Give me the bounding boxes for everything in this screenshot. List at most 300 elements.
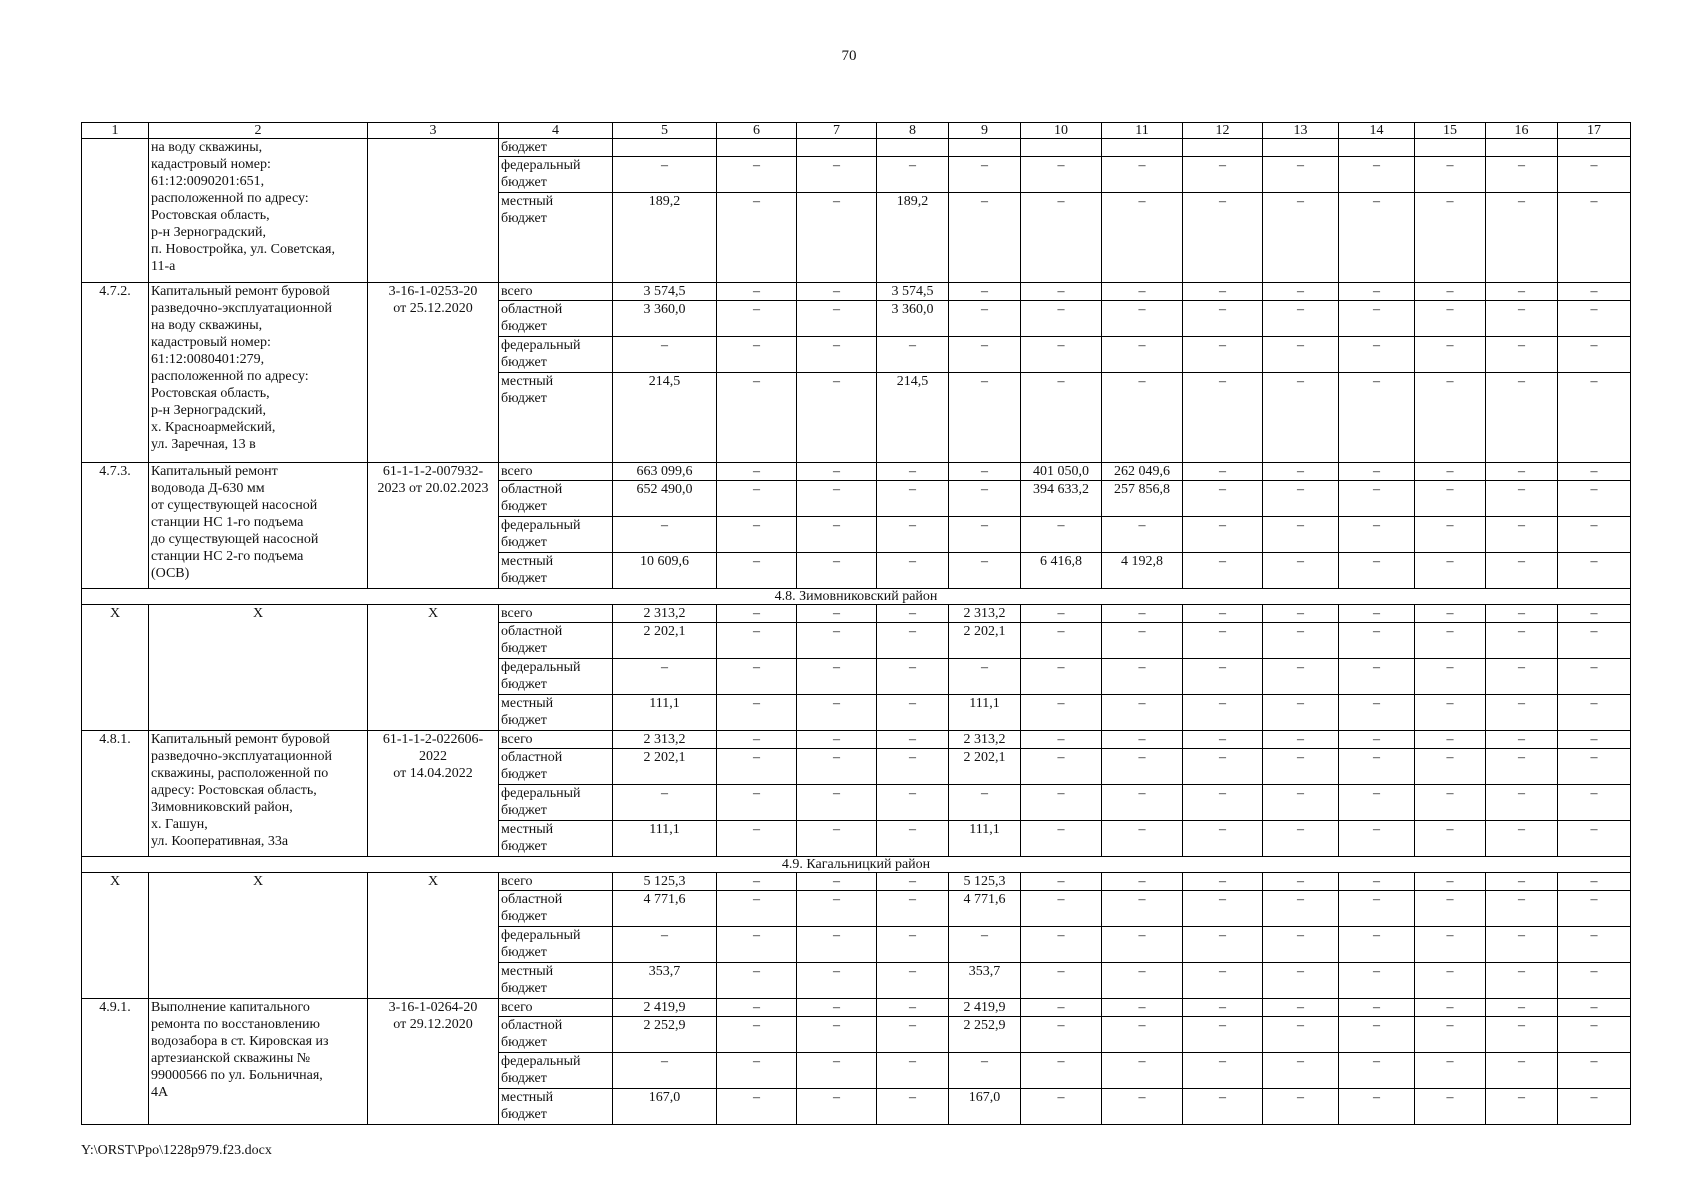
section-title: 4.8. Зимовниковский район <box>82 589 1631 605</box>
value-cell: – <box>1263 193 1339 283</box>
value-cell: – <box>613 517 717 553</box>
value-cell: – <box>1339 193 1415 283</box>
column-header: 4 <box>499 123 613 139</box>
funding-source-label <box>499 157 613 193</box>
value-cell: – <box>1102 695 1183 731</box>
value-cell: 4 771,6 <box>613 891 717 927</box>
budget-table-container <box>81 122 1630 1125</box>
value-cell: – <box>1183 963 1263 999</box>
value-cell: – <box>1263 731 1339 749</box>
value-cell: – <box>1102 337 1183 373</box>
value-cell: – <box>1183 731 1263 749</box>
value-cell: – <box>1415 193 1486 283</box>
value-cell: – <box>717 731 797 749</box>
text-line: бюджет <box>501 713 547 728</box>
text-line: всего <box>501 732 533 747</box>
value-cell: – <box>797 659 877 695</box>
text-line: бюджет <box>501 355 547 370</box>
value-cell: – <box>1486 927 1558 963</box>
column-header: 11 <box>1102 123 1183 139</box>
value-cell: – <box>1486 659 1558 695</box>
value-cell: – <box>1021 927 1102 963</box>
value-cell: – <box>1558 785 1631 821</box>
text-line: Х <box>252 606 264 621</box>
value-cell: 111,1 <box>949 821 1021 857</box>
text-line: всего <box>501 1000 533 1015</box>
value-cell: – <box>1183 623 1263 659</box>
value-cell: – <box>877 963 949 999</box>
column-header: 16 <box>1486 123 1558 139</box>
text-line: местный <box>501 964 554 979</box>
text-line: Ростовская область, <box>151 208 270 223</box>
text-line: бюджет <box>501 677 547 692</box>
value-cell: – <box>1339 605 1415 623</box>
value-cell: – <box>613 337 717 373</box>
value-cell: – <box>797 749 877 785</box>
text-line: местный <box>501 822 554 837</box>
column-header: 6 <box>717 123 797 139</box>
text-line: областной <box>501 1018 563 1033</box>
value-cell: – <box>877 891 949 927</box>
value-cell: 5 125,3 <box>949 873 1021 891</box>
value-cell: – <box>1102 1053 1183 1089</box>
value-cell: – <box>1558 605 1631 623</box>
value-cell: – <box>1486 1089 1558 1125</box>
value-cell: – <box>1339 927 1415 963</box>
value-cell: – <box>717 157 797 193</box>
funding-source-label <box>499 927 613 963</box>
text-line: Зимовниковский район, <box>151 800 293 815</box>
text-line: на воду скважины, <box>151 318 263 333</box>
value-cell: – <box>1263 963 1339 999</box>
value-cell: – <box>1183 659 1263 695</box>
value-cell: – <box>717 517 797 553</box>
header-row <box>82 123 1631 139</box>
value-cell: – <box>877 873 949 891</box>
text-line: всего <box>501 284 533 299</box>
value-cell: – <box>1486 749 1558 785</box>
value-cell <box>1339 139 1415 157</box>
text-line: станции НС 1-го подъема <box>151 515 304 530</box>
value-cell: – <box>1486 283 1558 301</box>
value-cell: – <box>1415 301 1486 337</box>
value-cell: – <box>1102 891 1183 927</box>
value-cell: – <box>1415 821 1486 857</box>
value-cell: – <box>1021 785 1102 821</box>
text-line: разведочно-эксплуатационной <box>151 749 333 764</box>
value-cell: – <box>717 337 797 373</box>
table-row <box>82 731 1631 749</box>
value-cell: – <box>1183 373 1263 463</box>
text-line: 3-16-1-0253-20 <box>388 284 478 299</box>
value-cell: – <box>1021 1017 1102 1053</box>
value-cell: – <box>877 1017 949 1053</box>
value-cell: – <box>1415 749 1486 785</box>
funding-source-label <box>499 301 613 337</box>
value-cell: – <box>613 157 717 193</box>
value-cell: – <box>1558 963 1631 999</box>
value-cell: – <box>717 659 797 695</box>
value-cell: – <box>877 927 949 963</box>
value-cell: – <box>1415 999 1486 1017</box>
value-cell: – <box>1263 463 1339 481</box>
value-cell: – <box>797 891 877 927</box>
funding-source-label <box>499 1017 613 1053</box>
funding-source-label <box>499 731 613 749</box>
table-header <box>82 123 1631 139</box>
funding-source-label <box>499 695 613 731</box>
value-cell: – <box>1415 157 1486 193</box>
item-number <box>82 139 149 283</box>
text-line: федеральный <box>501 928 581 943</box>
value-cell: – <box>1339 157 1415 193</box>
text-line: Ростовская область, <box>151 386 270 401</box>
value-cell: – <box>949 481 1021 517</box>
value-cell: – <box>1021 963 1102 999</box>
value-cell: – <box>1558 337 1631 373</box>
table-row <box>82 283 1631 301</box>
value-cell: – <box>1021 659 1102 695</box>
text-line: Х <box>427 606 439 621</box>
value-cell: – <box>1339 481 1415 517</box>
value-cell: – <box>1021 283 1102 301</box>
value-cell: – <box>797 785 877 821</box>
value-cell: – <box>1558 481 1631 517</box>
value-cell: – <box>1558 927 1631 963</box>
value-cell: – <box>1486 301 1558 337</box>
value-cell: – <box>717 1017 797 1053</box>
value-cell: – <box>1339 749 1415 785</box>
value-cell: – <box>1486 193 1558 283</box>
value-cell: – <box>797 553 877 589</box>
value-cell: – <box>1263 373 1339 463</box>
text-line: бюджет <box>501 1071 547 1086</box>
value-cell: – <box>717 963 797 999</box>
funding-source-label <box>499 821 613 857</box>
value-cell: – <box>1339 999 1415 1017</box>
value-cell: – <box>1415 1017 1486 1053</box>
item-description <box>149 139 368 283</box>
text-line: артезианской скважины № <box>151 1051 311 1066</box>
page-number: 70 <box>841 48 857 64</box>
table-row <box>82 139 1631 157</box>
value-cell: – <box>1415 1053 1486 1089</box>
value-cell: – <box>1558 301 1631 337</box>
value-cell: – <box>1183 605 1263 623</box>
value-cell: – <box>717 749 797 785</box>
value-cell: – <box>797 999 877 1017</box>
value-cell: – <box>1183 1089 1263 1125</box>
text-line: федеральный <box>501 1054 581 1069</box>
value-cell: – <box>877 821 949 857</box>
value-cell: 257 856,8 <box>1102 481 1183 517</box>
value-cell: – <box>1415 731 1486 749</box>
funding-source-label <box>499 463 613 481</box>
text-line: областной <box>501 302 563 317</box>
value-cell: – <box>949 283 1021 301</box>
value-cell: – <box>877 999 949 1017</box>
funding-source-label <box>499 873 613 891</box>
value-cell: – <box>717 891 797 927</box>
value-cell: 3 360,0 <box>877 301 949 337</box>
text-line: от 25.12.2020 <box>393 301 473 316</box>
budget-table <box>81 122 1631 1125</box>
value-cell: – <box>797 731 877 749</box>
text-line: бюджет <box>501 211 547 226</box>
text-line: бюджет <box>501 319 547 334</box>
text-line: местный <box>501 1090 554 1105</box>
text-line: до существующей насосной <box>151 532 319 547</box>
value-cell: – <box>797 337 877 373</box>
item-document <box>368 139 499 283</box>
value-cell: – <box>949 517 1021 553</box>
value-cell: 2 202,1 <box>949 749 1021 785</box>
funding-source-label <box>499 785 613 821</box>
text-line: скважины, расположенной по <box>151 766 329 781</box>
item-description <box>149 873 368 999</box>
value-cell: – <box>1263 553 1339 589</box>
value-cell: – <box>717 553 797 589</box>
section-row <box>82 857 1631 873</box>
funding-source-label <box>499 659 613 695</box>
value-cell: 10 609,6 <box>613 553 717 589</box>
item-description <box>149 999 368 1125</box>
value-cell: – <box>717 463 797 481</box>
value-cell: – <box>1415 553 1486 589</box>
value-cell: – <box>797 463 877 481</box>
value-cell: – <box>717 695 797 731</box>
funding-source-label <box>499 337 613 373</box>
item-number: Х <box>82 605 149 731</box>
text-line: расположенной по адресу: <box>151 191 309 206</box>
value-cell: – <box>1415 963 1486 999</box>
value-cell: – <box>613 927 717 963</box>
value-cell: – <box>1415 1089 1486 1125</box>
funding-source-label <box>499 605 613 623</box>
value-cell: – <box>1558 999 1631 1017</box>
text-line: бюджет <box>501 803 547 818</box>
value-cell: – <box>1339 373 1415 463</box>
text-line: от 29.12.2020 <box>393 1017 473 1032</box>
value-cell: – <box>877 785 949 821</box>
value-cell: – <box>877 695 949 731</box>
value-cell: – <box>1263 659 1339 695</box>
value-cell: – <box>1102 517 1183 553</box>
column-header: 8 <box>877 123 949 139</box>
text-line: местный <box>501 194 554 209</box>
text-line: бюджет <box>501 535 547 550</box>
value-cell: – <box>1021 695 1102 731</box>
value-cell: – <box>1415 517 1486 553</box>
text-line: кадастровый номер: <box>151 157 271 172</box>
value-cell: – <box>1486 517 1558 553</box>
value-cell: 2 202,1 <box>613 749 717 785</box>
text-line: бюджет <box>501 767 547 782</box>
column-header: 2 <box>149 123 368 139</box>
text-line: ремонта по восстановлению <box>151 1017 320 1032</box>
value-cell: 3 360,0 <box>613 301 717 337</box>
value-cell: – <box>1339 463 1415 481</box>
value-cell: – <box>717 927 797 963</box>
text-line: всего <box>501 606 533 621</box>
item-document <box>368 873 499 999</box>
value-cell: – <box>797 193 877 283</box>
value-cell: – <box>797 517 877 553</box>
value-cell <box>949 139 1021 157</box>
text-line: на воду скважины, <box>151 140 263 155</box>
value-cell: – <box>1102 731 1183 749</box>
value-cell: – <box>717 873 797 891</box>
value-cell: – <box>797 623 877 659</box>
value-cell: – <box>1415 373 1486 463</box>
value-cell: – <box>1102 873 1183 891</box>
value-cell: – <box>1021 821 1102 857</box>
value-cell: – <box>1339 1053 1415 1089</box>
column-header: 13 <box>1263 123 1339 139</box>
value-cell: – <box>1486 553 1558 589</box>
value-cell: – <box>613 785 717 821</box>
item-description <box>149 463 368 589</box>
item-number: 4.9.1. <box>82 999 149 1125</box>
value-cell: 2 313,2 <box>949 605 1021 623</box>
value-cell: – <box>1339 873 1415 891</box>
text-line: водозабора в ст. Кировская из <box>151 1034 329 1049</box>
value-cell: – <box>1339 1089 1415 1125</box>
text-line: бюджет <box>501 909 547 924</box>
value-cell: 167,0 <box>949 1089 1021 1125</box>
value-cell: – <box>1183 1053 1263 1089</box>
value-cell: – <box>717 605 797 623</box>
item-number: 4.7.3. <box>82 463 149 589</box>
text-line: местный <box>501 374 554 389</box>
value-cell: – <box>1263 1017 1339 1053</box>
value-cell: – <box>1339 785 1415 821</box>
value-cell <box>1486 139 1558 157</box>
value-cell: – <box>1263 1089 1339 1125</box>
value-cell: – <box>949 463 1021 481</box>
text-line: водовода Д-630 мм <box>151 481 265 496</box>
value-cell: – <box>1558 157 1631 193</box>
column-header: 5 <box>613 123 717 139</box>
value-cell: – <box>1183 337 1263 373</box>
value-cell: – <box>1415 659 1486 695</box>
value-cell: – <box>949 337 1021 373</box>
value-cell: 5 125,3 <box>613 873 717 891</box>
value-cell: 401 050,0 <box>1021 463 1102 481</box>
value-cell: – <box>1102 749 1183 785</box>
value-cell: – <box>717 481 797 517</box>
text-line: ул. Заречная, 13 в <box>151 437 256 452</box>
text-line: р-н Зерноградский, <box>151 403 266 418</box>
value-cell: – <box>1486 873 1558 891</box>
value-cell: – <box>1558 193 1631 283</box>
value-cell: 3 574,5 <box>613 283 717 301</box>
text-line: Капитальный ремонт буровой <box>151 732 330 747</box>
value-cell: – <box>877 1053 949 1089</box>
value-cell: – <box>797 283 877 301</box>
text-line: федеральный <box>501 786 581 801</box>
value-cell: – <box>1183 891 1263 927</box>
value-cell: – <box>1486 821 1558 857</box>
value-cell: – <box>1102 623 1183 659</box>
value-cell <box>613 139 717 157</box>
funding-source-label <box>499 1053 613 1089</box>
value-cell: – <box>1339 891 1415 927</box>
value-cell: – <box>1486 695 1558 731</box>
value-cell <box>717 139 797 157</box>
value-cell: – <box>1263 821 1339 857</box>
value-cell: – <box>717 785 797 821</box>
value-cell: – <box>1021 1089 1102 1125</box>
value-cell: 2 202,1 <box>949 623 1021 659</box>
value-cell: – <box>1021 1053 1102 1089</box>
item-description <box>149 283 368 463</box>
value-cell: – <box>1183 481 1263 517</box>
value-cell: – <box>1486 605 1558 623</box>
value-cell: – <box>1183 749 1263 785</box>
text-line: 3-16-1-0264-20 <box>388 1000 478 1015</box>
value-cell: – <box>1263 623 1339 659</box>
value-cell: – <box>797 927 877 963</box>
value-cell: – <box>877 659 949 695</box>
column-header: 14 <box>1339 123 1415 139</box>
value-cell: – <box>1558 659 1631 695</box>
text-line: кадастровый номер: <box>151 335 271 350</box>
value-cell: – <box>1183 193 1263 283</box>
value-cell: – <box>1415 337 1486 373</box>
value-cell: – <box>1021 193 1102 283</box>
text-line: Х <box>252 874 264 889</box>
value-cell: – <box>1183 999 1263 1017</box>
table-row <box>82 463 1631 481</box>
value-cell: – <box>1558 873 1631 891</box>
column-header: 7 <box>797 123 877 139</box>
value-cell: – <box>1102 373 1183 463</box>
text-line: Выполнение капитального <box>151 1000 310 1015</box>
funding-source-label <box>499 283 613 301</box>
text-line: бюджет <box>501 1107 547 1122</box>
value-cell: – <box>1558 553 1631 589</box>
funding-source-label <box>499 999 613 1017</box>
funding-source-label <box>499 1089 613 1125</box>
value-cell: – <box>797 821 877 857</box>
value-cell: – <box>1263 873 1339 891</box>
text-line: от 14.04.2022 <box>393 766 473 781</box>
value-cell <box>1263 139 1339 157</box>
value-cell: – <box>1102 157 1183 193</box>
column-header: 15 <box>1415 123 1486 139</box>
value-cell: – <box>1263 517 1339 553</box>
text-line: местный <box>501 554 554 569</box>
value-cell: – <box>1263 999 1339 1017</box>
value-cell: – <box>1486 481 1558 517</box>
value-cell: – <box>1021 157 1102 193</box>
value-cell: – <box>1558 891 1631 927</box>
value-cell: – <box>1021 337 1102 373</box>
value-cell: – <box>717 193 797 283</box>
value-cell: – <box>1183 553 1263 589</box>
value-cell: – <box>613 659 717 695</box>
funding-source-label <box>499 517 613 553</box>
section-row <box>82 589 1631 605</box>
funding-source-label <box>499 749 613 785</box>
value-cell: 6 416,8 <box>1021 553 1102 589</box>
funding-source-label <box>499 481 613 517</box>
value-cell: – <box>797 605 877 623</box>
text-line: 61-1-1-2-022606- <box>382 732 484 747</box>
item-document <box>368 999 499 1125</box>
value-cell: – <box>949 785 1021 821</box>
